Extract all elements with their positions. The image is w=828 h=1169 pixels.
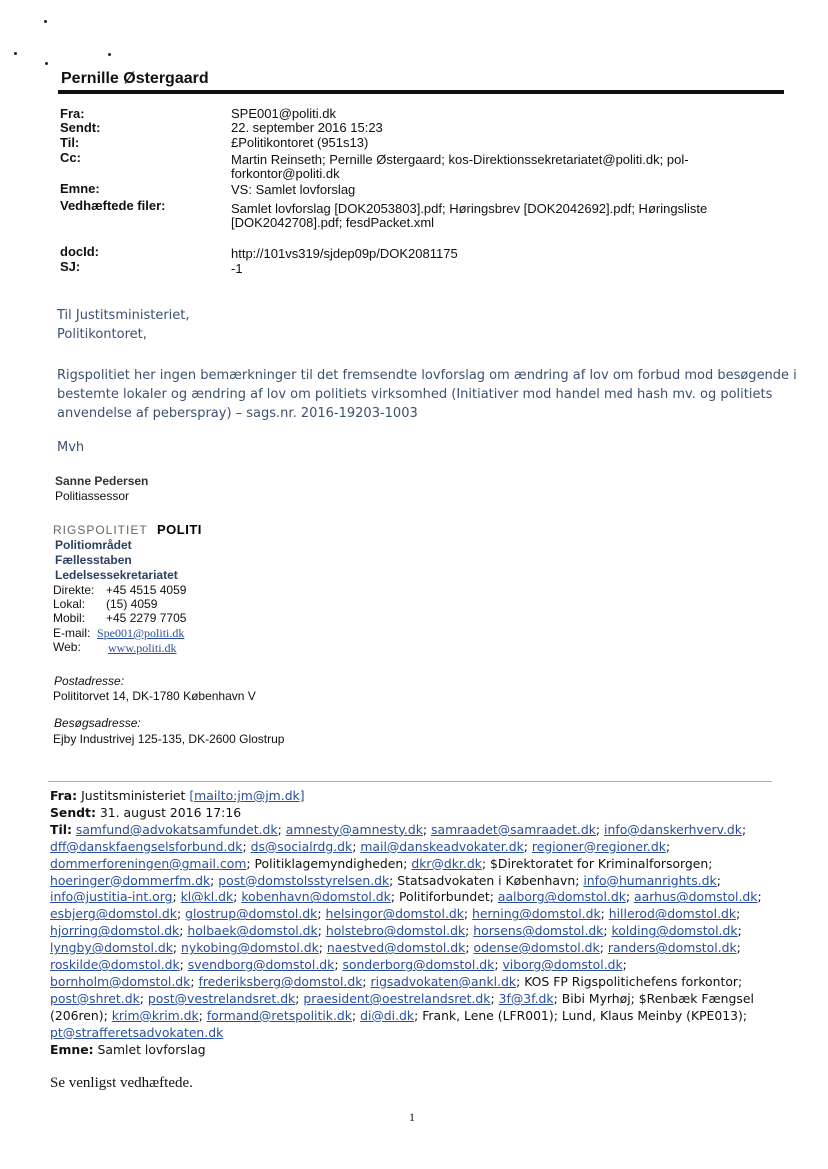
- recipient-email-link[interactable]: herning@domstol.dk: [472, 906, 601, 922]
- recipient-name: Politiforbundet: [398, 889, 490, 905]
- direkte-value: +45 4515 4059: [106, 583, 187, 597]
- recipient-name: Bibi Myrhøj: [561, 990, 631, 1006]
- scan-speck: [44, 20, 47, 23]
- attachment-note: Se venligst vedhæftede.: [50, 1075, 193, 1091]
- to-label: Til:: [60, 135, 80, 150]
- recipient-email-link[interactable]: helsingor@domstol.dk: [325, 906, 464, 922]
- forwarded-sent: 31. august 2016 17:16: [99, 804, 242, 820]
- recipient-name: $Direktoratet for Kriminalforsorgen: [490, 855, 709, 871]
- scan-speck: [45, 62, 48, 65]
- recipient-name: $Renbæk Fængsel (206ren): [50, 990, 754, 1023]
- direkte-label: Direkte:: [53, 583, 95, 597]
- attachments-value-cont: [DOK2042708].pdf; fesdPacket.xml: [231, 215, 435, 230]
- subject-value: VS: Samlet lovforslag: [231, 182, 356, 197]
- cc-value-cont: forkontor@politi.dk: [231, 166, 340, 181]
- recipient-email-link[interactable]: mail@danskeadvokater.dk: [360, 838, 524, 854]
- recipient-email-link[interactable]: aalborg@domstol.dk: [497, 889, 626, 905]
- mobil-label: Mobil:: [53, 611, 86, 625]
- closing: Mvh: [57, 440, 85, 455]
- forwarded-subject-label: Emne:: [50, 1041, 94, 1057]
- recipient-email-link[interactable]: dkr@dkr.dk: [411, 855, 482, 871]
- lokal-value: (15) 4059: [106, 597, 158, 611]
- recipient-email-link[interactable]: frederiksberg@domstol.dk: [198, 973, 363, 989]
- forwarded-from-line: [50, 788, 772, 805]
- visit-address: Ejby Industrivej 125-135, DK-2600 Glostrup: [53, 732, 285, 746]
- recipient-email-link[interactable]: post@domstolsstyrelsen.dk: [218, 872, 390, 888]
- recipient-email-link[interactable]: viborg@domstol.dk: [502, 957, 623, 973]
- recipient-email-link[interactable]: rigsadvokaten@ankl.dk: [370, 973, 517, 989]
- recipient-email-link[interactable]: svendborg@domstol.dk: [187, 957, 335, 973]
- sj-label: SJ:: [60, 259, 81, 274]
- signature-title: Politiassessor: [55, 489, 130, 503]
- recipient-email-link[interactable]: hjorring@domstol.dk: [50, 923, 180, 939]
- signature-dept-3: Ledelsessekretariatet: [55, 568, 178, 582]
- recipient-email-link[interactable]: odense@domstol.dk: [473, 940, 600, 956]
- body-line-3: anvendelse af peberspray) – sags.nr. 2016-19203-1003: [57, 406, 418, 421]
- forwarded-from-label: Fra:: [50, 788, 78, 803]
- body-line-2: bestemte lokaler og ændring af lov om politiets virksomhed (Initiativer mod handel med hash mv. og politiets: [57, 387, 773, 402]
- recipient-email-link[interactable]: post@shret.dk: [50, 990, 140, 1006]
- recipient-email-link[interactable]: samfund@advokatsamfundet.dk: [75, 821, 278, 837]
- attachments-label: Vedhæftede filer:: [60, 198, 166, 213]
- recipient-name: KOS FP Rigspolitichefens forkontor: [524, 973, 739, 989]
- sj-value: -1: [231, 261, 243, 276]
- recipient-email-link[interactable]: sonderborg@domstol.dk: [342, 957, 495, 973]
- recipient-name: Statsadvokaten i København: [397, 872, 576, 888]
- forwarded-subject-line: [50, 1042, 772, 1059]
- forwarded-to-label: Til:: [50, 821, 72, 837]
- recipient-email-link[interactable]: holbaek@domstol.dk: [187, 923, 318, 939]
- forward-separator: [48, 781, 772, 782]
- recipient-email-link[interactable]: aarhus@domstol.dk: [634, 889, 758, 905]
- recipient-email-link[interactable]: praesident@oestrelandsret.dk: [303, 990, 491, 1006]
- greeting-line-2: Politikontoret,: [57, 327, 147, 342]
- mobil-value: +45 2279 7705: [106, 611, 187, 625]
- page-number: 1: [409, 1110, 415, 1124]
- recipient-email-link[interactable]: dommerforeningen@gmail.com: [50, 855, 247, 871]
- signature-name: Sanne Pedersen: [55, 474, 149, 488]
- politi-logo: POLITI: [157, 522, 202, 537]
- signature-dept-1: Politiområdet: [55, 538, 132, 552]
- greeting-line-1: Til Justitsministeriet,: [57, 308, 190, 323]
- recipient-email-link[interactable]: hillerod@domstol.dk: [608, 906, 737, 922]
- recipient-email-link[interactable]: info@humanrights.dk: [583, 872, 717, 888]
- recipient-email-link[interactable]: di@di.dk: [360, 1007, 415, 1023]
- heading-rule: [58, 90, 784, 94]
- recipient-email-link[interactable]: holstebro@domstol.dk: [325, 923, 466, 939]
- docid-value: http://101vs319/sjdep09p/DOK2081175: [231, 246, 458, 261]
- postal-address: Polititorvet 14, DK-1780 København V: [53, 689, 256, 703]
- postal-address-label: Postadresse:: [54, 674, 125, 688]
- lokal-label: Lokal:: [53, 597, 86, 611]
- recipient-email-link[interactable]: nykobing@domstol.dk: [181, 940, 319, 956]
- recipient-email-link[interactable]: formand@retspolitik.dk: [206, 1007, 352, 1023]
- rigspolitiet-logo: RIGSPOLITIET: [53, 523, 148, 537]
- from-value: SPE001@politi.dk: [231, 106, 336, 121]
- forwarded-subject: Samlet lovforslag: [97, 1041, 206, 1057]
- visit-address-label: Besøgsadresse:: [54, 716, 141, 730]
- sender-name-heading: Pernille Østergaard: [61, 70, 209, 87]
- recipient-email-link[interactable]: krim@krim.dk: [111, 1007, 199, 1023]
- recipient-email-link[interactable]: post@vestrelandsret.dk: [147, 990, 296, 1006]
- cc-label: Cc:: [60, 150, 81, 165]
- recipient-email-link[interactable]: bornholm@domstol.dk: [50, 973, 191, 989]
- recipient-email-link[interactable]: horsens@domstol.dk: [473, 923, 604, 939]
- recipient-email-link[interactable]: randers@domstol.dk: [607, 940, 737, 956]
- email-label: E-mail:: [53, 626, 91, 640]
- cc-value: Martin Reinseth; Pernille Østergaard; kos-Direktionssekretariatet@politi.dk; pol-: [231, 152, 689, 167]
- forwarded-recipients: Til: samfund@advokatsamfundet.dk; amnesty@amnesty.dk; samraadet@samraadet.dk; info@danskerhverv.dk; dff@danskfaengselsforbund.dk; ds@socialrdg.dk; mail@danskeadvokater.dk; regioner@regioner.dk; dommerforeningen@gmail.com; Politiklagemyndigheden; dkr@dkr.dk; $Direktoratet for Kriminalforsorgen; hoeringer@dommerfm.dk; post@domstolsstyrelsen.dk; Statsadvokaten i København; info@humanrights.dk; info@justitia-int.org; kl@kl.dk; kobenhavn@domstol.dk; Politiforbundet; aalborg@domstol.dk; aarhus@domstol.dk; esbjerg@domstol.dk; glostrup@domstol.dk; helsingor@domstol.dk; herning@domstol.dk; hillerod@domstol.dk; hjorring@domstol.dk; holbaek@domstol.dk; holstebro@domstol.dk; horsens@domstol.dk; kolding@domstol.dk; lyngby@domstol.dk; nykobing@domstol.dk; naestved@domstol.dk; odense@domstol.dk; randers@domstol.dk; roskilde@domstol.dk; svendborg@domstol.dk; sonderborg@domstol.dk; viborg@domstol.dk; bornholm@domstol.dk; frederiksberg@domstol.dk; rigsadvokaten@ankl.dk; KOS FP Rigspolitichefens forkontor; post@shret.dk; post@vestrelandsret.dk; praesident@oestrelandsret.dk; 3f@3f.dk; Bibi Myrhøj; $Renbæk Fængsel (206ren); krim@krim.dk; formand@retspolitik.dk; di@di.dk; Frank, Lene (LFR001); Lund, Klaus Meinby (KPE013); pt@strafferetsadvokaten.dk: [50, 821, 762, 1040]
- recipient-email-link[interactable]: lyngby@domstol.dk: [50, 940, 173, 956]
- scan-speck: [108, 53, 111, 56]
- recipient-email-link[interactable]: 3f@3f.dk: [498, 990, 554, 1006]
- web-link[interactable]: www.politi.dk: [108, 641, 177, 655]
- from-label: Fra:: [60, 106, 85, 121]
- forwarded-header: [50, 788, 772, 1059]
- recipient-email-link[interactable]: glostrup@domstol.dk: [185, 906, 318, 922]
- forwarded-from: Justitsministeriet: [81, 788, 190, 803]
- forwarded-from-mailto[interactable]: [mailto:jm@jm.dk]: [189, 788, 305, 803]
- web-label: Web:: [53, 640, 81, 654]
- forwarded-sent-label: Sendt:: [50, 804, 96, 820]
- recipient-email-link[interactable]: hoeringer@dommerfm.dk: [50, 872, 211, 888]
- sent-label: Sendt:: [60, 120, 101, 135]
- recipient-email-link[interactable]: kl@kl.dk: [180, 889, 234, 905]
- signature-dept-2: Fællesstaben: [55, 553, 132, 567]
- recipient-email-link[interactable]: ds@socialrdg.dk: [250, 838, 353, 854]
- recipient-email-link[interactable]: dff@danskfaengselsforbund.dk: [50, 838, 243, 854]
- recipient-name: Frank, Lene (LFR001): [422, 1007, 554, 1023]
- scan-speck: [14, 52, 17, 55]
- body-line-1: Rigspolitiet her ingen bemærkninger til det fremsendte lovforslag om ændring af lov om forbud mod besøgende i: [57, 368, 797, 383]
- recipient-name: Politiklagemyndigheden: [254, 855, 404, 871]
- recipient-email-link[interactable]: roskilde@domstol.dk: [50, 957, 180, 973]
- recipient-email-link[interactable]: amnesty@amnesty.dk: [285, 821, 423, 837]
- email-link[interactable]: Spe001@politi.dk: [97, 626, 185, 640]
- attachments-value: Samlet lovforslag [DOK2053803].pdf; Høringsbrev [DOK2042692].pdf; Høringsliste: [231, 201, 708, 216]
- recipient-email-link[interactable]: esbjerg@domstol.dk: [50, 906, 177, 922]
- recipient-email-link[interactable]: regioner@regioner.dk: [531, 838, 666, 854]
- subject-label: Emne:: [60, 181, 100, 196]
- forwarded-sent-line: [50, 805, 772, 822]
- sent-value: 22. september 2016 15:23: [231, 120, 383, 135]
- to-value: £Politikontoret (951s13): [231, 135, 369, 150]
- recipient-email-link[interactable]: kobenhavn@domstol.dk: [241, 889, 391, 905]
- recipient-email-link[interactable]: naestved@domstol.dk: [326, 940, 466, 956]
- recipient-email-link[interactable]: kolding@domstol.dk: [611, 923, 738, 939]
- recipient-email-link[interactable]: info@danskerhverv.dk: [604, 821, 742, 837]
- recipient-email-link[interactable]: samraadet@samraadet.dk: [431, 821, 596, 837]
- docid-label: docId:: [60, 244, 99, 259]
- recipient-email-link[interactable]: pt@strafferetsadvokaten.dk: [50, 1024, 224, 1040]
- recipient-email-link[interactable]: info@justitia-int.org: [50, 889, 173, 905]
- recipient-name: Lund, Klaus Meinby (KPE013): [561, 1007, 743, 1023]
